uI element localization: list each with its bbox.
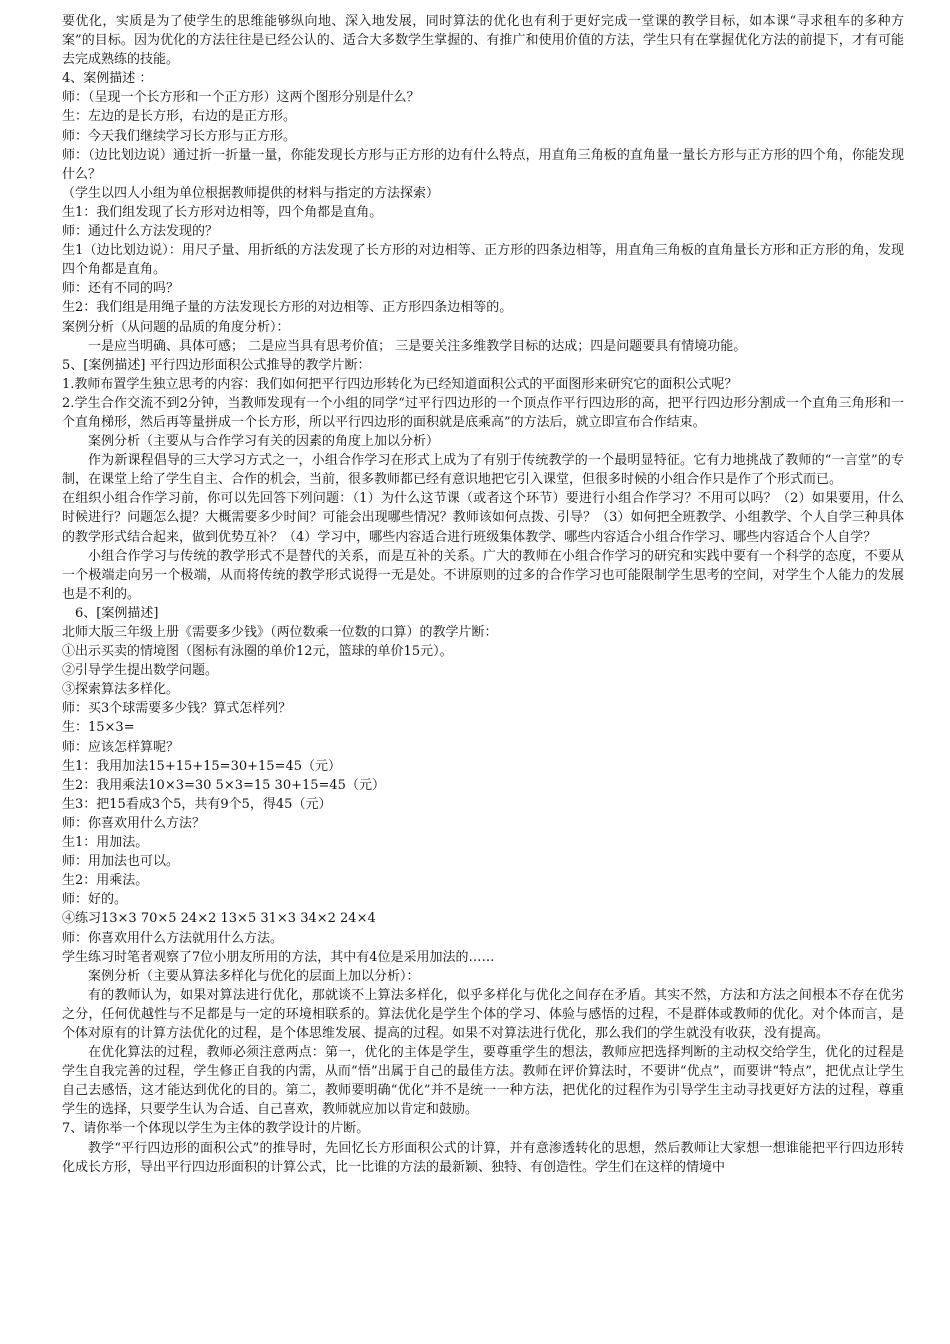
paragraph: 在组织小组合作学习前，你可以先回答下列问题：（1）为什么这节课（或者这个环节）要进行小组合作学习？不用可以吗？（2）如果要用，什么时候进行？问题怎么提？大概需要多少时间？可能会出现哪些情况？教师该如何点拨、引导？（3）如何把全班教学、小组教学、个人自学三种具体的教学形式结合起来，做到优势互补？（4）学习中，哪些内容适合进行班级集体教学、哪些内容适合小组合作学习、哪些内容适合个人自学？ [62,491,904,545]
paragraph: 生2：用乘法。 [62,873,149,889]
paragraph: 2.学生合作交流不到2分钟，当教师发现有一个小组的同学“过平行四边形的一个顶点作平行四边形的高，把平行四边形分割成一个直角三角形和一个直角梯形，然后再等量拼成一个长方形，所以平行四边形的面积就是底乘高”的方法后，就立即宣布合作结束。 [62,395,904,430]
paragraph: 要优化，实质是为了使学生的思维能够纵向地、深入地发展，同时算法的优化也有利于更好完成一堂课的教学目标，如本课“寻求租车的多种方案”的目标。因为优化的方法往往是已经公认的、适合大多数学生掌握的、有推广和使用价值的方法，学生只有在掌握优化方法的前提下，才有可能去完成熟练的技能。 [62,14,904,68]
paragraph: 案例分析（从问题的品质的角度分析）： [62,319,290,335]
paragraph: 6、[案例描述] [75,605,159,621]
paragraph: 案例分析（主要从与合作学习有关的因素的角度上加以分析） [88,434,440,450]
paragraph: 生：左边的是长方形，右边的是正方形。 [62,109,297,125]
paragraph: 生1（边比划边说）：用尺子量、用折纸的方法发现了长方形的对边相等、正方形的四条边相等，用直角三角板的直角量长方形和正方形的角，发现四个角都是直角。 [62,243,904,278]
paragraph: 生：15×3= [62,720,135,736]
paragraph: 生2：我用乘法10×3=30 5×3=15 30+15=45（元） [62,777,385,793]
paragraph: 生1：用加法。 [62,835,149,851]
paragraph: 作为新课程倡导的三大学习方式之一，小组合作学习在形式上成为了有别于传统教学的一个最明显特征。它有力地挑战了教师的“一言堂”的专制，在课堂上给了学生自主、合作的机会，当前，很多教师都已经有意识地把它引入课堂，但很多时候的小组合作只是作了个形式而已。 [62,453,904,488]
paragraph: 师：你喜欢用什么方法就用什么方法。 [62,930,284,946]
paragraph: 生1：我用加法15+15+15=30+15=45（元） [62,758,341,774]
paragraph: 生3：把15看成3个5，共有9个5，得45（元） [62,796,332,812]
paragraph: 案例分析（主要从算法多样化与优化的层面上加以分析）： [88,968,420,984]
paragraph: 师：你喜欢用什么方法？ [62,815,206,831]
paragraph: 4、案例描述 ： [62,71,153,87]
paragraph: 5、[案例描述] 平行四边形面积公式推导的教学片断： [62,357,371,373]
paragraph: 师：还有不同的吗？ [62,281,180,297]
paragraph: 小组合作学习与传统的教学形式不是替代的关系，而是互补的关系。广大的教师在小组合作学习的研究和实践中要有一个科学的态度，不要从一个极端走向另一个极端，从而将传统的教学形式说得一无是处。不讲原则的过多的合作学习也可能限制学生思考的空间，对学生个人能力的发展也是不利的。 [62,548,904,602]
paragraph: 师：通过什么方法发现的？ [62,224,219,240]
paragraph: 有的教师认为，如果对算法进行优化，那就谈不上算法多样化，似乎多样化与优化之间存在矛盾。其实不然，方法和方法之间根本不存在优劣之分，任何优越性与不足都是与一定的环境相联系的。算法优化是学生个体的学习、体验与感悟的过程，不是群体或教师的优化。对个体而言，是个体对原有的计算方法优化的过程，是个体思维发展、提高的过程。如果不对算法进行优化，那么我们的学生就没有收获，没有提高。 [62,987,904,1041]
paragraph: 师：应该怎样算呢？ [62,739,180,755]
paragraph: 生1：我们组发现了长方形对边相等，四个角都是直角。 [62,204,383,220]
paragraph: 师：好的。 [62,892,128,908]
paragraph: 7、请你举一个体现以学生为主体的教学设计的片断。 [62,1121,370,1137]
paragraph: 在优化算法的过程，教师必须注意两点：第一，优化的主体是学生，要尊重学生的想法，教师应把选择判断的主动权交给学生，优化的过程是学生自我完善的过程，学生修正自我的内需，从而“悟”出属于自己的最佳方法。教师在评价算法时，不要讲“优点”，而要讲“特点”，把优点让学生自己去感悟，这才能达到优化的目的。第二，教师要明确“优化”并不是统一一种方法，把优化的过程作为引导学生主动寻找更好方法的过程，尊重学生的选择，只要学生认为合适、自己喜欢，教师就应加以肯定和鼓励。 [62,1045,904,1118]
paragraph: 师：（呈现一个长方形和一个正方形）这两个图形分别是什么？ [62,90,420,106]
paragraph: 生2：我们组是用绳子量的方法发现长方形的对边相等、正方形四条边相等的。 [62,300,513,316]
paragraph: 一是应当明确、具体可感； 二是应当具有思考价值； 三是要关注多维教学目标的达成；四是问题要具有情境功能。 [88,338,747,354]
document-body [62,12,904,1177]
paragraph: 学生练习时笔者观察了7位小朋友所用的方法，其中有4位是采用加法的…… [62,949,495,965]
paragraph: 师：今天我们继续学习长方形与正方形。 [62,128,297,144]
paragraph: 师：买3个球需要多少钱？算式怎样列？ [62,701,292,717]
paragraph: （学生以四人小组为单位根据教师提供的材料与指定的方法探索） [62,185,440,201]
paragraph: 师：（边比划边说）通过折一折量一量，你能发现长方形与正方形的边有什么特点，用直角三角板的直角量一量长方形与正方形的四个角，你能发现什么？ [62,147,904,182]
paragraph: ④练习13×3 70×5 24×2 13×5 31×3 34×2 24×4 [62,911,376,927]
paragraph: 北师大版三年级上册《需要多少钱》（两位数乘一位数的口算）的教学片断： [62,625,498,640]
paragraph: ①出示买卖的情境图（图标有泳圈的单价12元，篮球的单价15元）。 [62,644,453,660]
paragraph: ③探索算法多样化。 [62,682,180,698]
paragraph: ②引导学生提出数学问题。 [62,663,219,679]
paragraph: 师：用加法也可以。 [62,854,180,870]
paragraph: 1.教师布置学生独立思考的内容：我们如何把平行四边形转化为已经知道面积公式的平面图形来研究它的面积公式呢？ [62,376,738,392]
paragraph: 教学“平行四边形的面积公式”的推导时，先回忆长方形面积公式的计算，并有意渗透转化的思想，然后教师让大家想一想谁能把平行四边形转化成长方形，导出平行四边形面积的计算公式，比一比谁的方法的最新颖、独特、有创造性。学生们在这样的情境中 [62,1140,904,1175]
